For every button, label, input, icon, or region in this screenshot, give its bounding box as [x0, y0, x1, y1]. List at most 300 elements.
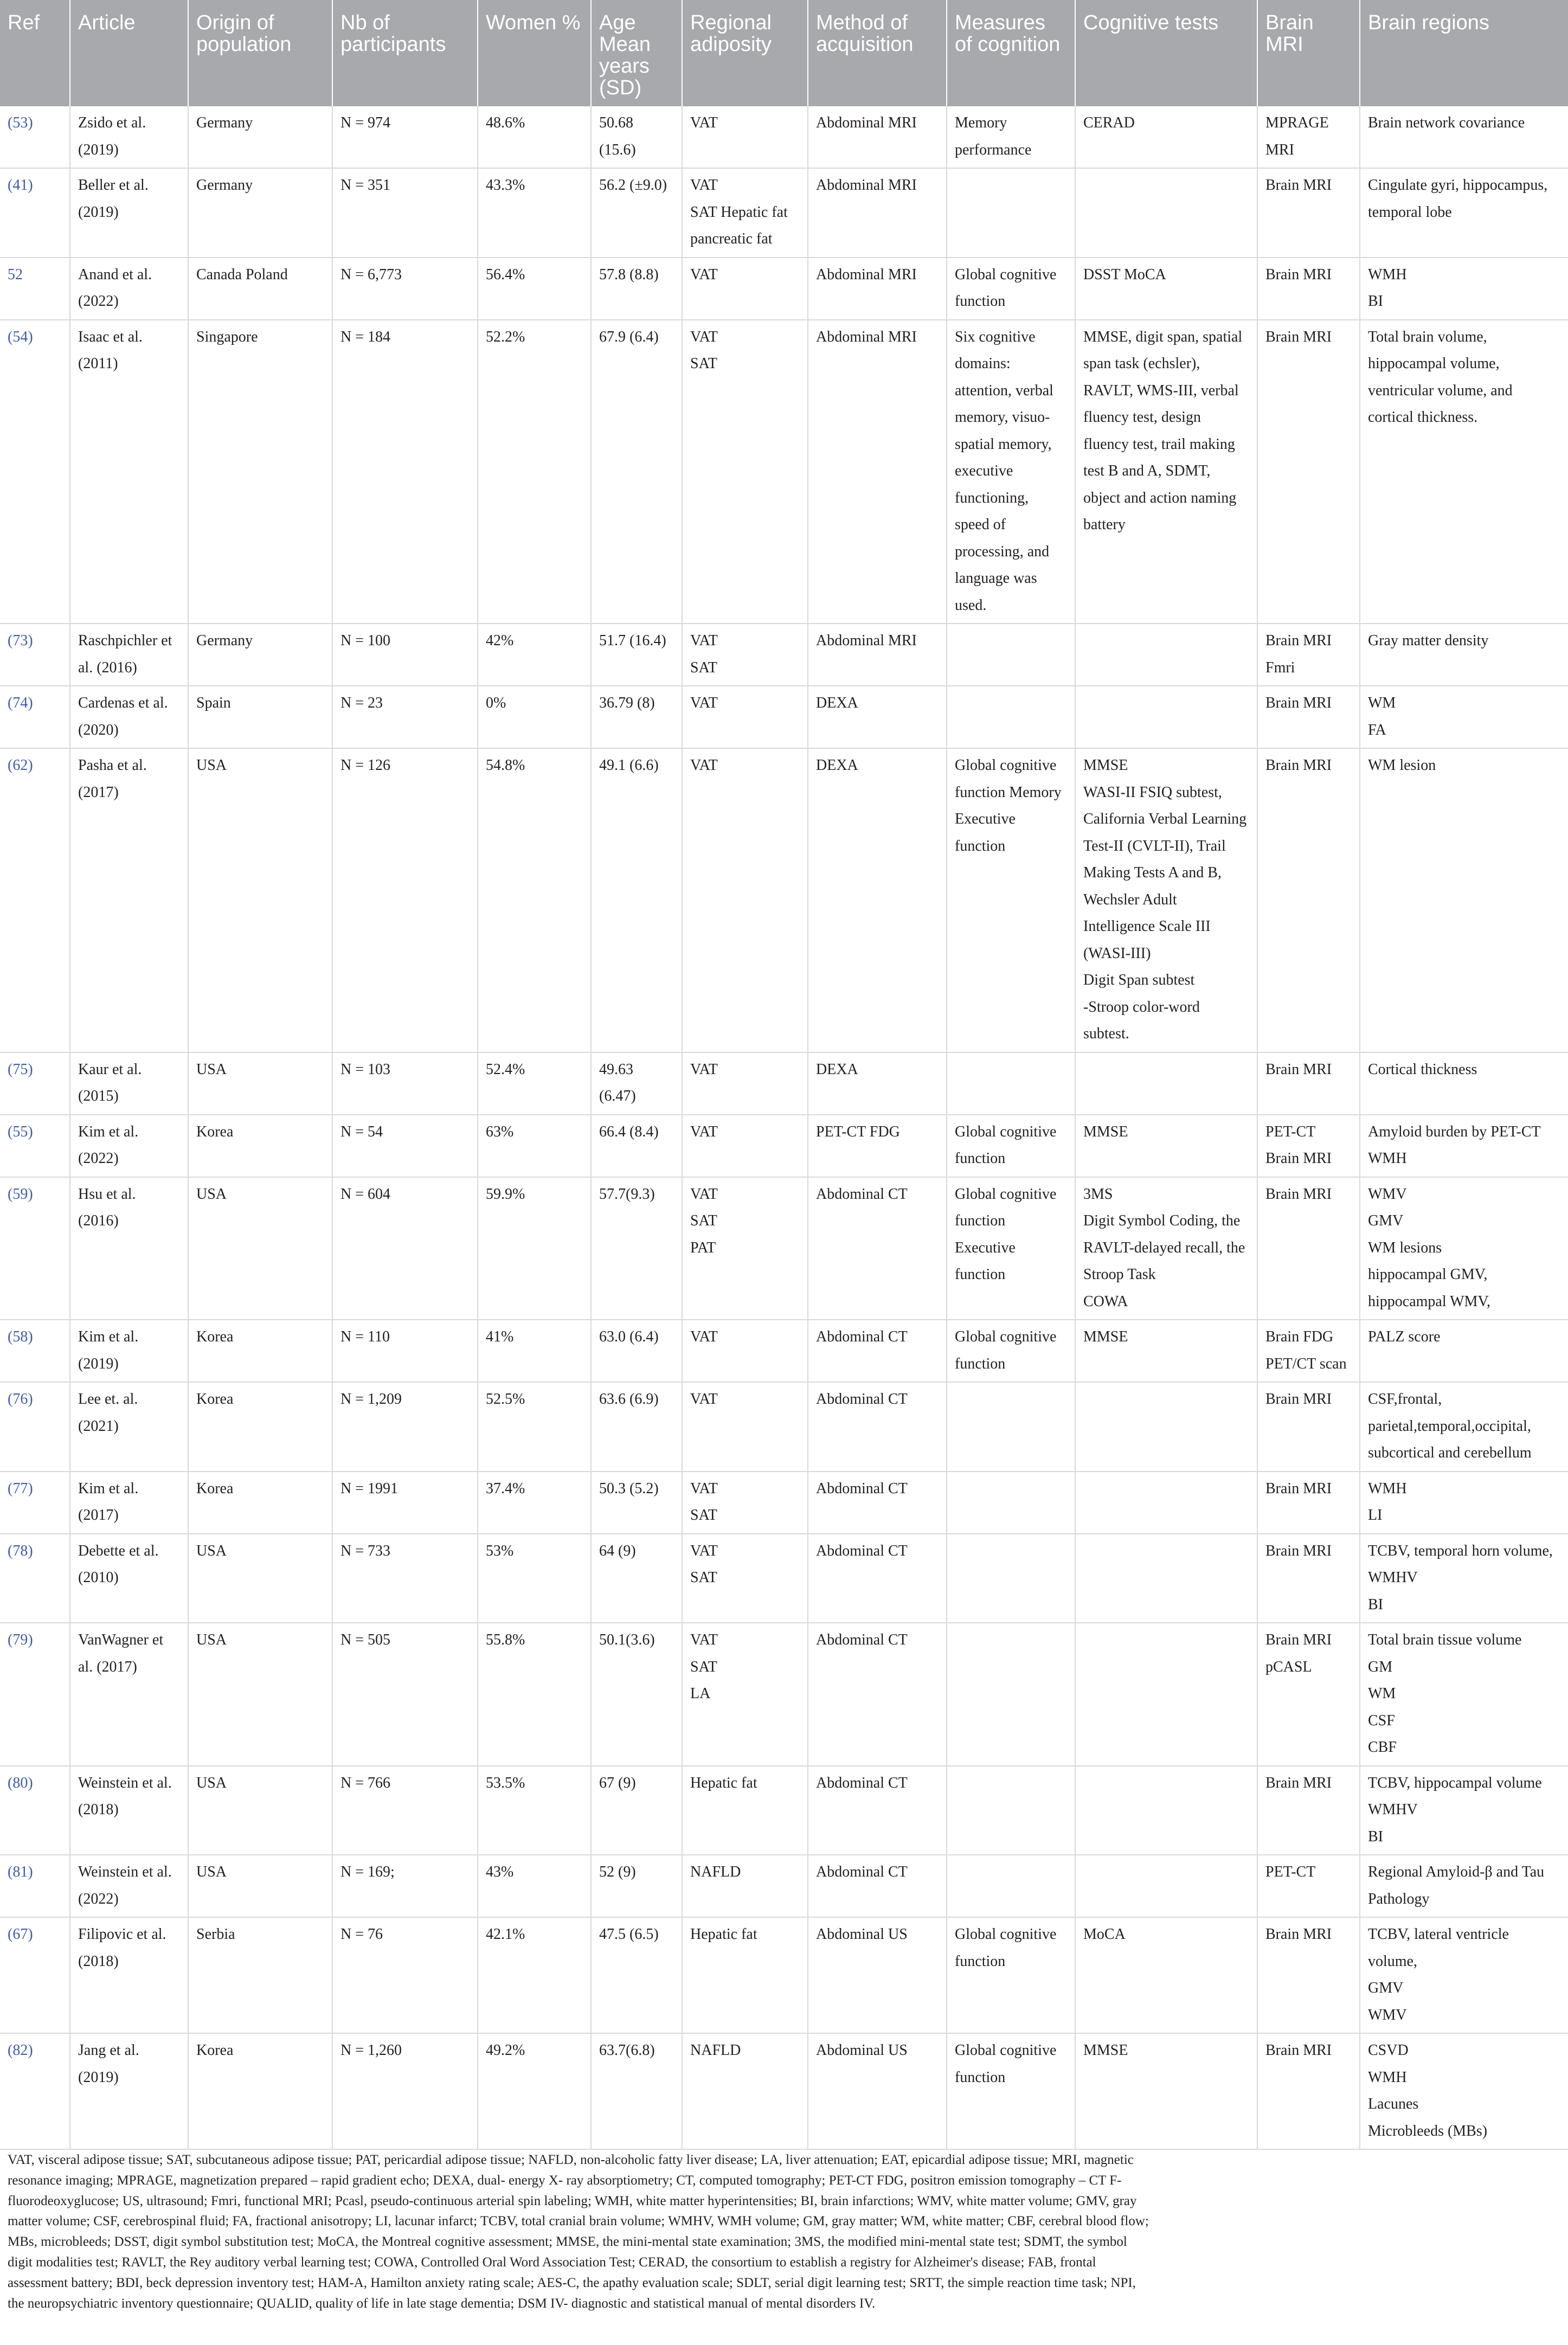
brain-regions-cell-line: WMH: [1368, 266, 1407, 283]
method-cell: Abdominal CT: [808, 1534, 947, 1623]
tests-cell-line: 3MS: [1083, 1185, 1113, 1203]
brain-regions-cell-line: Amyloid burden by PET-CT: [1368, 1123, 1541, 1140]
adiposity-cell: [682, 624, 808, 686]
brain-regions-cell: [1360, 1766, 1568, 1855]
ref-link[interactable]: (67): [0, 1917, 70, 2033]
adiposity-cell-line: SAT: [690, 1212, 717, 1229]
age-cell: 63.0 (6.4): [591, 1320, 682, 1382]
adiposity-cell-line: PAT: [690, 1239, 716, 1256]
brain-regions-cell-line: CSVD: [1368, 2042, 1409, 2059]
article-cell: Kaur et al. (2015): [70, 1052, 188, 1115]
brain-mri-cell-line: Brain MRI: [1265, 1391, 1332, 1408]
column-header: Method of acquisition: [808, 0, 947, 106]
brain-regions-cell: [1360, 1177, 1568, 1320]
measures-cell: Global cognitive function: [947, 1115, 1075, 1177]
origin-cell: Korea: [188, 1382, 332, 1472]
women-percent-cell: 43%: [478, 1855, 591, 1917]
column-header: Women %: [478, 0, 591, 106]
women-percent-cell: 37.4%: [478, 1472, 591, 1534]
method-cell: Abdominal CT: [808, 1320, 947, 1382]
brain-regions-cell: [1360, 686, 1568, 748]
tests-cell-line: CERAD: [1083, 114, 1135, 131]
brain-mri-cell: [1257, 106, 1360, 168]
table-row: [0, 1623, 1568, 1766]
tests-cell-line: MMSE: [1083, 1123, 1128, 1140]
adiposity-cell-line: VAT: [690, 757, 718, 774]
age-cell: 56.2 (±9.0): [591, 168, 682, 258]
adiposity-cell-line: VAT: [690, 1480, 718, 1497]
article-cell: Pasha et al. (2017): [70, 748, 188, 1052]
age-cell: 50.3 (5.2): [591, 1472, 682, 1534]
age-cell: 64 (9): [591, 1534, 682, 1623]
adiposity-cell-line: SAT: [690, 1569, 717, 1586]
brain-regions-cell-line: BI: [1368, 1828, 1383, 1845]
tests-cell-line: MMSE: [1083, 757, 1128, 774]
adiposity-cell-line: Hepatic fat: [690, 1774, 757, 1791]
participants-cell: N = 1991: [332, 1472, 478, 1534]
article-cell: Kim et al. (2022): [70, 1115, 188, 1177]
women-percent-cell: 52.2%: [478, 320, 591, 624]
women-percent-cell: 53.5%: [478, 1766, 591, 1855]
tests-cell-line: MMSE, digit span, spatial span task (echsler), RAVLT, WMS-III, verbal fluency test, design fluency test, trail making test B and A, SDMT, object and action naming battery: [1083, 328, 1243, 533]
adiposity-cell-line: VAT: [690, 1123, 718, 1140]
tests-cell: [1075, 320, 1257, 624]
origin-cell: Serbia: [188, 1917, 332, 2033]
ref-link[interactable]: (73): [0, 624, 70, 686]
adiposity-cell-line: VAT: [690, 328, 718, 345]
measures-cell: Global cognitive function: [947, 2033, 1075, 2149]
table-row: [0, 1917, 1568, 2033]
women-percent-cell: 59.9%: [478, 1177, 591, 1320]
tests-cell: [1075, 1917, 1257, 2033]
brain-regions-cell: [1360, 1472, 1568, 1534]
adiposity-cell-line: NAFLD: [690, 1864, 741, 1880]
brain-regions-cell: [1360, 624, 1568, 686]
table-row: [0, 1052, 1568, 1115]
adiposity-cell: [682, 1472, 808, 1534]
brain-mri-cell-line: Brain FDG PET/CT scan: [1265, 1328, 1347, 1372]
women-percent-cell: 54.8%: [478, 748, 591, 1052]
brain-mri-cell: [1257, 1052, 1360, 1115]
tests-cell: [1075, 1115, 1257, 1177]
article-cell: Jang et al. (2019): [70, 2033, 188, 2149]
tests-cell: [1075, 1855, 1257, 1917]
tests-cell: [1075, 686, 1257, 748]
women-percent-cell: 52.4%: [478, 1052, 591, 1115]
participants-cell: N = 23: [332, 686, 478, 748]
article-cell: Zsido et al. (2019): [70, 106, 188, 168]
brain-mri-cell-line: Brain MRI: [1265, 1926, 1332, 1943]
brain-mri-cell: [1257, 1766, 1360, 1855]
method-cell: Abdominal MRI: [808, 624, 947, 686]
brain-regions-cell-line: hippocampal WMV,: [1368, 1293, 1491, 1310]
participants-cell: N = 100: [332, 624, 478, 686]
brain-regions-cell: [1360, 320, 1568, 624]
measures-cell: Global cognitive function Executive function: [947, 1177, 1075, 1320]
table-body: [0, 106, 1568, 2149]
brain-regions-cell-line: Total brain volume, hippocampal volume, ventricular volume, and cortical thickness.: [1368, 328, 1513, 426]
brain-regions-cell-line: CBF: [1368, 1739, 1397, 1756]
adiposity-cell: [682, 1917, 808, 2033]
age-cell: 63.7(6.8): [591, 2033, 682, 2149]
measures-cell: [947, 1052, 1075, 1115]
origin-cell: USA: [188, 1855, 332, 1917]
brain-regions-cell: [1360, 1855, 1568, 1917]
brain-mri-cell-line: Brain MRI: [1265, 328, 1332, 345]
measures-cell: Global cognitive function Memory Executive function: [947, 748, 1075, 1052]
adiposity-cell: [682, 1534, 808, 1623]
adiposity-cell-line: SAT: [690, 355, 717, 372]
origin-cell: USA: [188, 748, 332, 1052]
table-row: [0, 1766, 1568, 1855]
brain-mri-cell-line: Brain MRI: [1265, 2042, 1332, 2059]
origin-cell: Germany: [188, 168, 332, 258]
tests-cell: [1075, 168, 1257, 258]
article-cell: Anand et al. (2022): [70, 258, 188, 320]
tests-cell: [1075, 258, 1257, 320]
women-percent-cell: 48.6%: [478, 106, 591, 168]
method-cell: Abdominal MRI: [808, 320, 947, 624]
table-footnote: VAT, visceral adipose tissue; SAT, subcutaneous adipose tissue; PAT, pericardial adipose tissue; NAFLD, non-alcoholic fatty liver disease; LA, liver attenuation; EAT, epicardial adipose tissue; MRI, magnetic resonance imaging; MPRAGE, magnetization prepared – rapid gradient echo; DEXA, dual- energy X- ray absorptiometry; CT, computed tomography; PET-CT FDG, positron emission tomography – CT F-fluorodeoxyglucose; US, ultrasound; Fmri, functional MRI; Pcasl, pseudo-continuous arterial spin labeling; WMH, white matter hyperintensities; BI, brain infarctions; WMV, white matter volume; GMV, gray matter volume; CSF, cerebrospinal fluid; FA, fractional anisotropy; LI, lacunar infarct; TCBV, total cranial brain volume; WMHV, WMH volume; GM, gray matter; WM, white matter; CBF, cerebral blood flow; MBs, microbleeds; DSST, digit symbol substitution test; MoCA, the Montreal cognitive assessment; MMSE, the mini-mental state examination; 3MS, the modified mini-mental state test; SDMT, the symbol digit modalities test; RAVLT, the Rey auditory verbal learning test; COWA, Controlled Oral Word Association Test; CERAD, the consortium to establish a registry for Alzheimer's disease; FAB, frontal assessment battery; BDI, beck depression inventory test; HAM-A, Hamilton anxiety rating scale; AES-C, the apathy evaluation scale; SDLT, serial digit learning test; SRTT, the simple reaction time task; NPI, the neuropsychiatric inventory questionnaire; QUALID, quality of life in late stage dementia; DSM IV- diagnostic and statistical manual of mental disorders IV.: [8, 2153, 1149, 2311]
measures-cell: Memory performance: [947, 106, 1075, 168]
tests-cell: [1075, 1177, 1257, 1320]
measures-cell: Global cognitive function: [947, 258, 1075, 320]
participants-cell: N = 1,209: [332, 1382, 478, 1472]
table-row: [0, 624, 1568, 686]
adiposity-cell: [682, 320, 808, 624]
brain-regions-cell-line: Cingulate gyri, hippocampus, temporal lobe: [1368, 177, 1548, 221]
age-cell: 52 (9): [591, 1855, 682, 1917]
adiposity-cell: [682, 258, 808, 320]
origin-cell: Canada Poland: [188, 258, 332, 320]
brain-mri-cell-line: Brain MRI: [1265, 1185, 1332, 1203]
participants-cell: N = 184: [332, 320, 478, 624]
adiposity-cell-line: VAT: [690, 1391, 718, 1408]
table-header-row: [0, 0, 1568, 106]
brain-regions-cell-line: CSF: [1368, 1712, 1395, 1729]
brain-mri-cell-line: Brain MRI: [1265, 177, 1332, 194]
tests-cell-line: WASI-II FSIQ subtest, California Verbal Learning Test-II (CVLT-II), Trail Making Tests A and B, Wechsler Adult Intelligence Scale III (WASI-III): [1083, 783, 1247, 962]
brain-regions-cell-line: Lacunes: [1368, 2096, 1419, 2112]
table-row: [0, 320, 1568, 624]
participants-cell: N = 169;: [332, 1855, 478, 1917]
brain-regions-cell-line: FA: [1368, 721, 1386, 738]
participants-cell: N = 505: [332, 1623, 478, 1766]
brain-mri-cell-line: Brain MRI: [1265, 1631, 1332, 1648]
participants-cell: N = 1,260: [332, 2033, 478, 2149]
measures-cell: [947, 686, 1075, 748]
method-cell: Abdominal CT: [808, 1177, 947, 1320]
tests-cell: [1075, 748, 1257, 1052]
column-header: Regional adiposity: [682, 0, 808, 106]
method-cell: DEXA: [808, 1052, 947, 1115]
ref-link[interactable]: (82): [0, 2033, 70, 2149]
table-row: [0, 1382, 1568, 1472]
brain-regions-cell-line: Cortical thickness: [1368, 1061, 1477, 1078]
age-cell: 47.5 (6.5): [591, 1917, 682, 2033]
tests-cell-line: COWA: [1083, 1293, 1128, 1310]
age-cell: 57.8 (8.8): [591, 258, 682, 320]
tests-cell: [1075, 1623, 1257, 1766]
brain-regions-cell-line: BI: [1368, 293, 1383, 310]
tests-cell-line: MMSE: [1083, 2042, 1128, 2059]
tests-cell: [1075, 106, 1257, 168]
brain-mri-cell: [1257, 748, 1360, 1052]
ref-link[interactable]: (78): [0, 1534, 70, 1623]
brain-mri-cell: [1257, 1917, 1360, 2033]
ref-link[interactable]: (58): [0, 1320, 70, 1382]
tests-cell-line: -Stroop color-word subtest.: [1083, 998, 1200, 1042]
brain-mri-cell-line: Brain MRI: [1265, 695, 1332, 711]
method-cell: Abdominal CT: [808, 1382, 947, 1472]
brain-regions-cell-line: WMH: [1368, 1150, 1407, 1167]
brain-mri-cell: [1257, 320, 1360, 624]
brain-regions-cell-line: Gray matter density: [1368, 632, 1489, 649]
method-cell: Abdominal MRI: [808, 168, 947, 258]
method-cell: Abdominal US: [808, 2033, 947, 2149]
tests-cell-line: Digit Span subtest: [1083, 972, 1195, 988]
brain-regions-cell: [1360, 1534, 1568, 1623]
article-cell: Weinstein et al. (2022): [70, 1855, 188, 1917]
article-cell: Raschpichler et al. (2016): [70, 624, 188, 686]
adiposity-cell: [682, 748, 808, 1052]
age-cell: 67.9 (6.4): [591, 320, 682, 624]
brain-mri-cell: [1257, 1177, 1360, 1320]
article-cell: Lee et. al. (2021): [70, 1382, 188, 1472]
tests-cell-line: Digit Symbol Coding, the RAVLT-delayed recall, the Stroop Task: [1083, 1212, 1245, 1283]
age-cell: 66.4 (8.4): [591, 1115, 682, 1177]
tests-cell-line: DSST MoCA: [1083, 266, 1166, 283]
women-percent-cell: 42%: [478, 624, 591, 686]
adiposity-cell: [682, 1766, 808, 1855]
adiposity-cell: [682, 1177, 808, 1320]
brain-regions-cell: [1360, 1115, 1568, 1177]
adiposity-cell: [682, 1623, 808, 1766]
brain-regions-cell-line: TCBV, lateral ventricle volume,: [1368, 1926, 1509, 1970]
adiposity-cell: [682, 1382, 808, 1472]
age-cell: 67 (9): [591, 1766, 682, 1855]
adiposity-cell-line: NAFLD: [690, 2042, 741, 2059]
adiposity-cell-line: LA: [690, 1685, 711, 1702]
brain-mri-cell-line: pCASL: [1265, 1658, 1312, 1675]
origin-cell: Germany: [188, 106, 332, 168]
brain-regions-cell-line: WM lesion: [1368, 757, 1436, 774]
brain-regions-cell-line: WM lesions: [1368, 1239, 1442, 1256]
brain-mri-cell-line: PET-CT: [1265, 1123, 1316, 1140]
brain-regions-cell-line: BI: [1368, 1596, 1383, 1613]
brain-mri-cell: [1257, 1382, 1360, 1472]
tests-cell: [1075, 1472, 1257, 1534]
article-cell: Cardenas et al. (2020): [70, 686, 188, 748]
adiposity-cell-line: SAT Hepatic fat pancreatic fat: [690, 203, 788, 247]
brain-mri-cell-line: Brain MRI: [1265, 1480, 1332, 1497]
brain-regions-cell-line: TCBV, temporal horn volume, WMHV: [1368, 1542, 1553, 1586]
article-cell: Kim et al. (2017): [70, 1472, 188, 1534]
article-cell: VanWagner et al. (2017): [70, 1623, 188, 1766]
women-percent-cell: 55.8%: [478, 1623, 591, 1766]
brain-regions-cell-line: TCBV, hippocampal volume: [1368, 1774, 1542, 1791]
adiposity-cell-line: VAT: [690, 1631, 718, 1648]
article-cell: Hsu et al. (2016): [70, 1177, 188, 1320]
column-header: Age Mean years (SD): [591, 0, 682, 106]
brain-mri-cell: [1257, 686, 1360, 748]
origin-cell: USA: [188, 1052, 332, 1115]
brain-regions-cell: [1360, 1320, 1568, 1382]
brain-regions-cell-line: CSF,frontal, parietal,temporal,occipital, subcortical and cerebellum: [1368, 1391, 1532, 1461]
ref-link[interactable]: (77): [0, 1472, 70, 1534]
brain-regions-cell: [1360, 106, 1568, 168]
brain-regions-cell-line: GMV: [1368, 1212, 1404, 1229]
adiposity-cell-line: Hepatic fat: [690, 1926, 757, 1943]
ref-link[interactable]: (81): [0, 1855, 70, 1917]
brain-regions-cell: [1360, 1623, 1568, 1766]
brain-mri-cell-line: Brain MRI: [1265, 757, 1332, 774]
measures-cell: [947, 624, 1075, 686]
brain-regions-cell-line: LI: [1368, 1507, 1383, 1524]
ref-link[interactable]: 52: [0, 258, 70, 320]
ref-link[interactable]: (74): [0, 686, 70, 748]
method-cell: PET-CT FDG: [808, 1115, 947, 1177]
table-row: [0, 1534, 1568, 1623]
ref-link[interactable]: (76): [0, 1382, 70, 1472]
adiposity-cell: [682, 106, 808, 168]
women-percent-cell: 49.2%: [478, 2033, 591, 2149]
ref-link[interactable]: (53): [0, 106, 70, 168]
origin-cell: USA: [188, 1534, 332, 1623]
table-row: [0, 1320, 1568, 1382]
brain-regions-cell-line: WM: [1368, 1685, 1396, 1702]
brain-mri-cell-line: PET-CT: [1265, 1864, 1316, 1880]
brain-regions-cell-line: WMH: [1368, 1480, 1407, 1497]
ref-link[interactable]: (75): [0, 1052, 70, 1115]
article-cell: Filipovic et al. (2018): [70, 1917, 188, 2033]
brain-regions-cell: [1360, 1917, 1568, 2033]
method-cell: DEXA: [808, 748, 947, 1052]
measures-cell: Six cognitive domains: attention, verbal memory, visuo-spatial memory, executive functioning, speed of processing, and language was used.: [947, 320, 1075, 624]
column-header: Cognitive tests: [1075, 0, 1257, 106]
brain-mri-cell: [1257, 2033, 1360, 2149]
brain-mri-cell: [1257, 1534, 1360, 1623]
age-cell: 36.79 (8): [591, 686, 682, 748]
table-row: [0, 1472, 1568, 1534]
participants-cell: N = 126: [332, 748, 478, 1052]
women-percent-cell: 41%: [478, 1320, 591, 1382]
brain-regions-cell-line: Brain network covariance: [1368, 114, 1525, 131]
adiposity-cell-line: SAT: [690, 1507, 717, 1524]
table-row: [0, 168, 1568, 258]
article-cell: Debette et al. (2010): [70, 1534, 188, 1623]
origin-cell: USA: [188, 1766, 332, 1855]
adiposity-cell: [682, 1052, 808, 1115]
tests-cell: [1075, 1534, 1257, 1623]
participants-cell: N = 974: [332, 106, 478, 168]
brain-mri-cell-line: Brain MRI: [1265, 1542, 1332, 1559]
ref-link[interactable]: (79): [0, 1623, 70, 1766]
participants-cell: N = 76: [332, 1917, 478, 2033]
brain-regions-cell-line: WMHV: [1368, 1801, 1418, 1818]
column-header: Article: [70, 0, 188, 106]
participants-cell: N = 766: [332, 1766, 478, 1855]
adiposity-cell-line: VAT: [690, 1542, 718, 1559]
method-cell: Abdominal CT: [808, 1623, 947, 1766]
age-cell: 57.7(9.3): [591, 1177, 682, 1320]
tests-cell: [1075, 1052, 1257, 1115]
origin-cell: Singapore: [188, 320, 332, 624]
column-header: Ref: [0, 0, 70, 106]
method-cell: DEXA: [808, 686, 947, 748]
brain-mri-cell: [1257, 1623, 1360, 1766]
column-header: Measures of cognition: [947, 0, 1075, 106]
ref-link[interactable]: (80): [0, 1766, 70, 1855]
measures-cell: [947, 1534, 1075, 1623]
ref-link[interactable]: (62): [0, 748, 70, 1052]
brain-mri-cell: [1257, 1115, 1360, 1177]
origin-cell: Germany: [188, 624, 332, 686]
participants-cell: N = 351: [332, 168, 478, 258]
tests-cell: [1075, 624, 1257, 686]
brain-regions-cell-line: WMV: [1368, 1185, 1407, 1203]
brain-mri-cell-line: Brain MRI: [1265, 1774, 1332, 1791]
article-cell: Weinstein et al. (2018): [70, 1766, 188, 1855]
tests-cell: [1075, 2033, 1257, 2149]
origin-cell: Korea: [188, 1115, 332, 1177]
table-row: [0, 1115, 1568, 1177]
adiposity-cell-line: VAT: [690, 1061, 718, 1078]
article-cell: Isaac et al. (2011): [70, 320, 188, 624]
age-cell: 49.63 (6.47): [591, 1052, 682, 1115]
origin-cell: Korea: [188, 1472, 332, 1534]
measures-cell: [947, 1472, 1075, 1534]
brain-regions-cell: [1360, 1382, 1568, 1472]
ref-link[interactable]: (59): [0, 1177, 70, 1320]
measures-cell: [947, 168, 1075, 258]
article-cell: Beller et al. (2019): [70, 168, 188, 258]
brain-mri-cell: [1257, 258, 1360, 320]
origin-cell: Korea: [188, 2033, 332, 2149]
adiposity-cell-line: VAT: [690, 632, 718, 649]
participants-cell: N = 733: [332, 1534, 478, 1623]
tests-cell: [1075, 1766, 1257, 1855]
women-percent-cell: 42.1%: [478, 1917, 591, 2033]
women-percent-cell: 53%: [478, 1534, 591, 1623]
women-percent-cell: 63%: [478, 1115, 591, 1177]
brain-mri-cell-line: Fmri: [1265, 659, 1295, 676]
table-row: [0, 748, 1568, 1052]
brain-regions-cell-line: GMV: [1368, 1980, 1404, 1996]
adiposity-cell: [682, 1320, 808, 1382]
brain-regions-cell-line: PALZ score: [1368, 1328, 1441, 1345]
brain-regions-cell: [1360, 258, 1568, 320]
column-header: Brain MRI: [1257, 0, 1360, 106]
ref-link[interactable]: (55): [0, 1115, 70, 1177]
brain-regions-cell-line: WMV: [1368, 2006, 1407, 2023]
adiposity-cell-line: SAT: [690, 659, 717, 676]
brain-mri-cell: [1257, 168, 1360, 258]
ref-link[interactable]: (54): [0, 320, 70, 624]
table-row: [0, 1177, 1568, 1320]
brain-mri-cell-line: Brain MRI: [1265, 632, 1332, 649]
tests-cell-line: MoCA: [1083, 1926, 1126, 1943]
age-cell: 51.7 (16.4): [591, 624, 682, 686]
ref-link[interactable]: (41): [0, 168, 70, 258]
measures-cell: Global cognitive function: [947, 1917, 1075, 2033]
adiposity-cell-line: VAT: [690, 1328, 718, 1345]
method-cell: Abdominal CT: [808, 1855, 947, 1917]
age-cell: 50.68 (15.6): [591, 106, 682, 168]
column-header: Nb of participants: [332, 0, 478, 106]
measures-cell: [947, 1766, 1075, 1855]
brain-mri-cell: [1257, 1855, 1360, 1917]
